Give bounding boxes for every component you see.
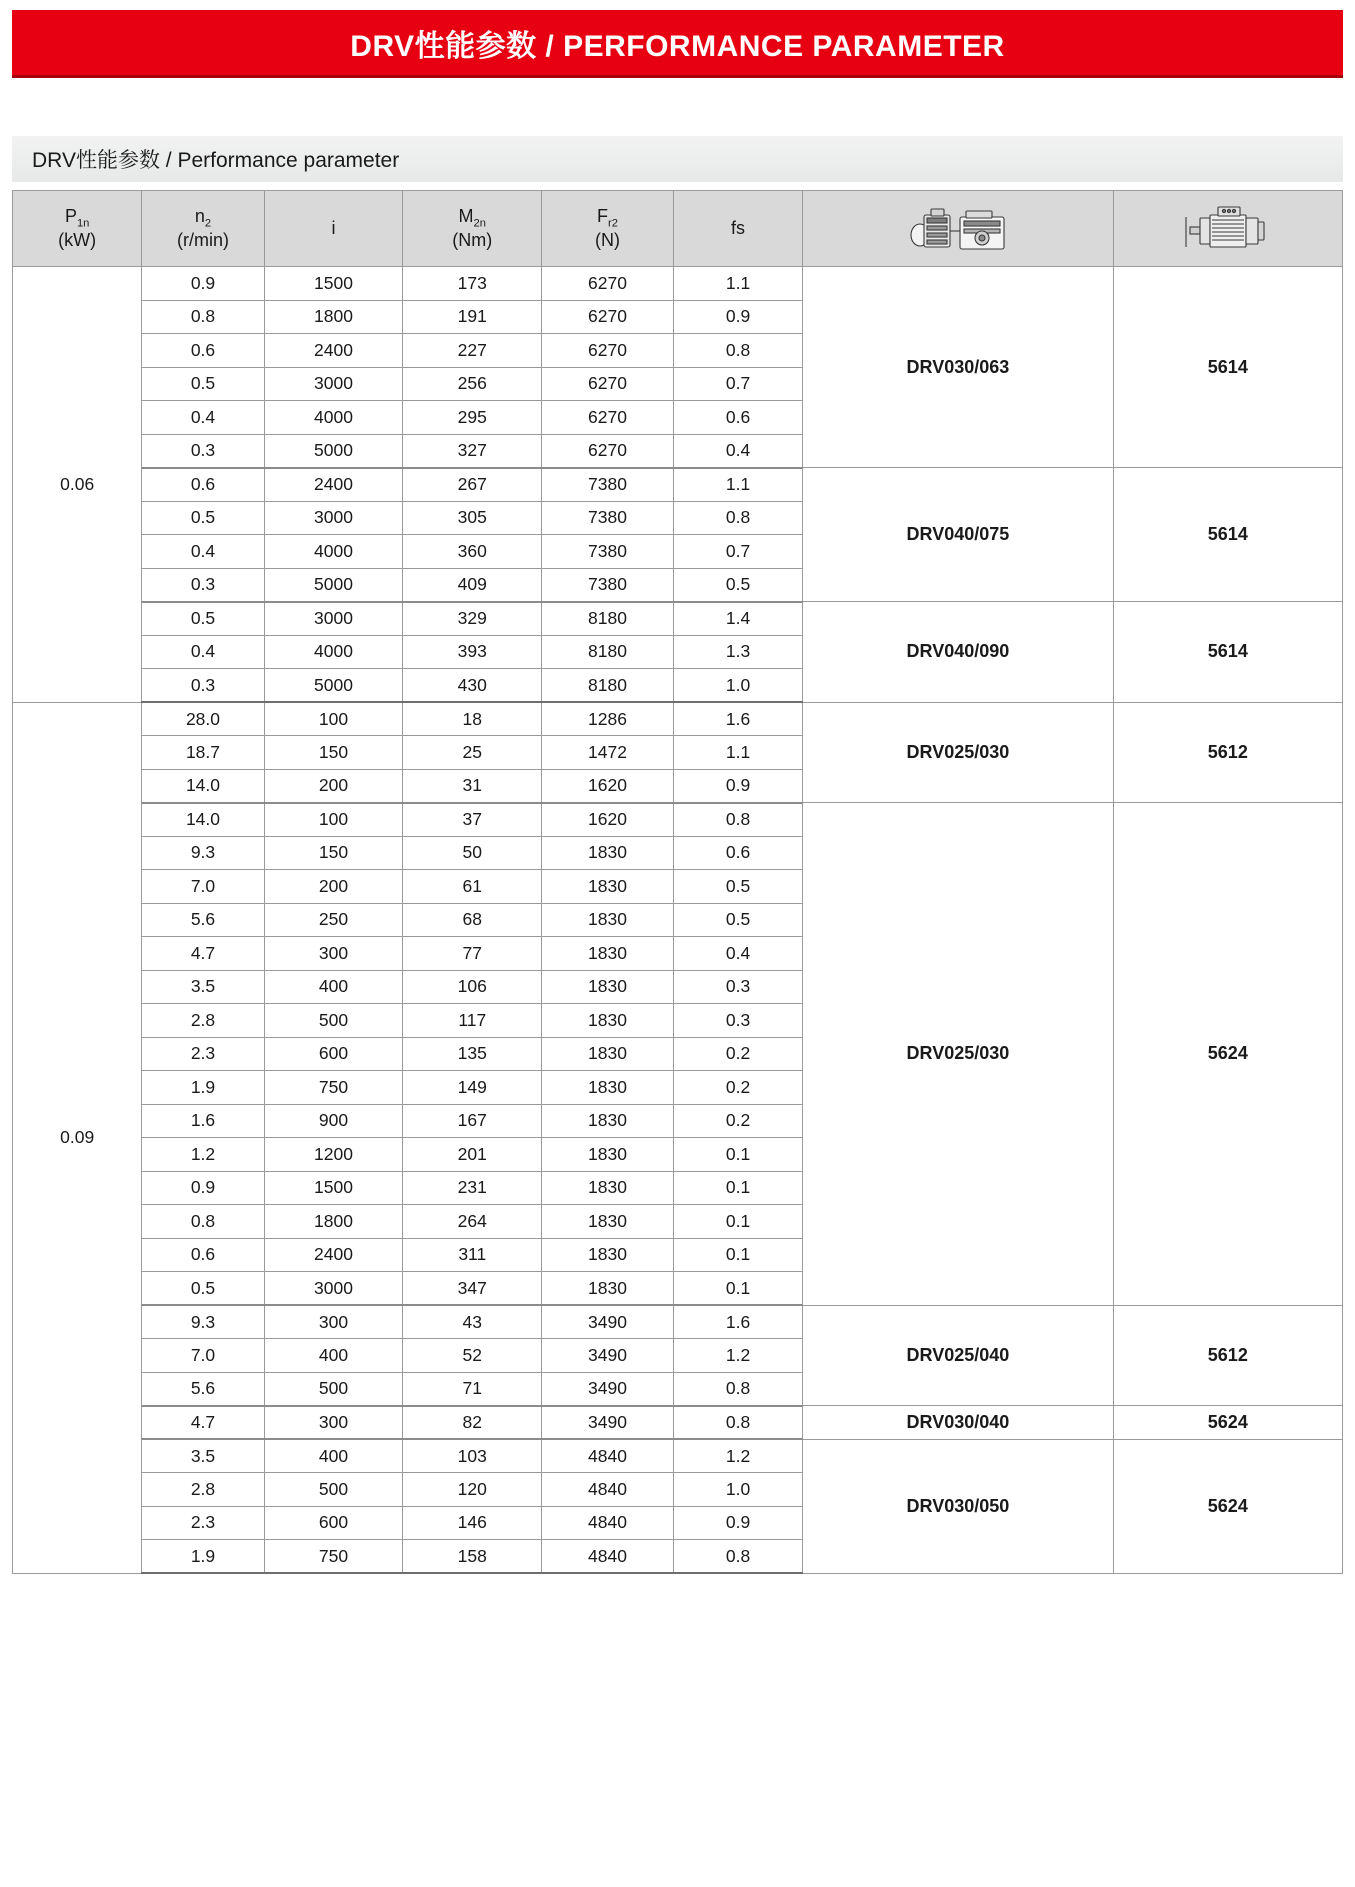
- cell-service-factor: 0.1: [673, 1205, 802, 1239]
- cell-radial-force: 1830: [542, 1004, 674, 1038]
- cell-output-torque: 167: [403, 1104, 542, 1138]
- cell-service-factor: 0.9: [673, 769, 802, 803]
- cell-output-speed: 14.0: [142, 803, 264, 837]
- cell-gearbox-model: DRV030/040: [803, 1406, 1113, 1440]
- cell-ratio: 3000: [264, 602, 403, 636]
- cell-output-torque: 82: [403, 1406, 542, 1440]
- cell-output-speed: 5.6: [142, 1372, 264, 1406]
- cell-gearbox-model: DRV025/030: [803, 702, 1113, 803]
- cell-radial-force: 6270: [542, 267, 674, 301]
- cell-motor-code: 5612: [1113, 702, 1342, 803]
- cell-service-factor: 0.6: [673, 836, 802, 870]
- cell-radial-force: 1286: [542, 702, 674, 736]
- cell-ratio: 750: [264, 1540, 403, 1574]
- cell-output-torque: 227: [403, 334, 542, 368]
- cell-ratio: 4000: [264, 635, 403, 669]
- cell-ratio: 150: [264, 836, 403, 870]
- cell-radial-force: 7380: [542, 468, 674, 502]
- cell-output-torque: 360: [403, 535, 542, 569]
- cell-gearbox-model: DRV030/050: [803, 1439, 1113, 1573]
- table-row: [13, 602, 1343, 636]
- table-row: [13, 1439, 1343, 1473]
- cell-service-factor: 1.0: [673, 669, 802, 703]
- cell-service-factor: 0.5: [673, 903, 802, 937]
- header-symbol-i: i: [331, 218, 336, 239]
- cell-output-speed: 1.6: [142, 1104, 264, 1138]
- cell-ratio: 500: [264, 1473, 403, 1507]
- cell-output-speed: 0.5: [142, 501, 264, 535]
- cell-service-factor: 0.4: [673, 937, 802, 971]
- cell-ratio: 1200: [264, 1138, 403, 1172]
- header-unit-rmin: (r/min): [176, 230, 229, 251]
- cell-output-torque: 50: [403, 836, 542, 870]
- cell-motor-code: 5614: [1113, 468, 1342, 602]
- header-unit-n: (N): [594, 230, 620, 251]
- table-header: [13, 191, 1343, 267]
- cell-output-speed: 4.7: [142, 1406, 264, 1440]
- cell-ratio: 300: [264, 937, 403, 971]
- header-gearbox-model: [803, 191, 1113, 267]
- cell-radial-force: 1830: [542, 836, 674, 870]
- table-row: [13, 702, 1343, 736]
- cell-radial-force: 1472: [542, 736, 674, 770]
- cell-service-factor: 0.8: [673, 1540, 802, 1574]
- cell-output-torque: 393: [403, 635, 542, 669]
- cell-ratio: 400: [264, 1439, 403, 1473]
- cell-output-torque: 146: [403, 1506, 542, 1540]
- cell-service-factor: 0.8: [673, 1372, 802, 1406]
- cell-radial-force: 6270: [542, 334, 674, 368]
- cell-output-torque: 305: [403, 501, 542, 535]
- header-symbol-m2n: $M_{2n}$: [458, 205, 486, 230]
- cell-output-torque: 52: [403, 1339, 542, 1373]
- page-banner: [12, 10, 1343, 78]
- cell-output-speed: 18.7: [142, 736, 264, 770]
- cell-output-speed: 2.8: [142, 1004, 264, 1038]
- cell-output-torque: 295: [403, 401, 542, 435]
- cell-service-factor: 1.4: [673, 602, 802, 636]
- cell-output-torque: 329: [403, 602, 542, 636]
- cell-output-torque: 231: [403, 1171, 542, 1205]
- cell-service-factor: 0.2: [673, 1104, 802, 1138]
- cell-radial-force: 8180: [542, 669, 674, 703]
- gearbox-icon: [803, 205, 1112, 253]
- cell-ratio: 400: [264, 970, 403, 1004]
- cell-output-speed: 7.0: [142, 870, 264, 904]
- cell-radial-force: 1830: [542, 1037, 674, 1071]
- cell-radial-force: 1830: [542, 1171, 674, 1205]
- cell-radial-force: 1830: [542, 870, 674, 904]
- cell-ratio: 1800: [264, 1205, 403, 1239]
- header-output-speed: [142, 191, 264, 267]
- cell-radial-force: 4840: [542, 1473, 674, 1507]
- cell-output-torque: 135: [403, 1037, 542, 1071]
- header-symbol-p1n: $P_{1n}$: [64, 205, 90, 230]
- cell-output-torque: 31: [403, 769, 542, 803]
- cell-radial-force: 1830: [542, 1238, 674, 1272]
- table-row: [13, 267, 1343, 301]
- cell-ratio: 750: [264, 1071, 403, 1105]
- cell-radial-force: 6270: [542, 434, 674, 468]
- cell-output-torque: 77: [403, 937, 542, 971]
- cell-output-torque: 430: [403, 669, 542, 703]
- cell-output-speed: 0.4: [142, 535, 264, 569]
- cell-ratio: 5000: [264, 568, 403, 602]
- cell-output-speed: 7.0: [142, 1339, 264, 1373]
- cell-radial-force: 1830: [542, 1138, 674, 1172]
- cell-output-speed: 5.6: [142, 903, 264, 937]
- cell-service-factor: 1.6: [673, 702, 802, 736]
- cell-service-factor: 0.3: [673, 1004, 802, 1038]
- cell-ratio: 200: [264, 769, 403, 803]
- cell-service-factor: 0.2: [673, 1071, 802, 1105]
- cell-ratio: 600: [264, 1037, 403, 1071]
- cell-output-speed: 0.5: [142, 1272, 264, 1306]
- cell-ratio: 100: [264, 803, 403, 837]
- section-title: DRV性能参数 / Performance parameter: [32, 149, 400, 172]
- cell-output-torque: 120: [403, 1473, 542, 1507]
- cell-output-torque: 117: [403, 1004, 542, 1038]
- cell-output-torque: 68: [403, 903, 542, 937]
- performance-parameter-table: [12, 190, 1343, 1574]
- cell-output-torque: 158: [403, 1540, 542, 1574]
- performance-table-container: [12, 190, 1343, 1574]
- cell-output-speed: 0.6: [142, 334, 264, 368]
- cell-ratio: 300: [264, 1406, 403, 1440]
- cell-output-torque: 43: [403, 1305, 542, 1339]
- cell-radial-force: 3490: [542, 1406, 674, 1440]
- cell-radial-force: 4840: [542, 1540, 674, 1574]
- cell-ratio: 4000: [264, 535, 403, 569]
- cell-radial-force: 1830: [542, 1205, 674, 1239]
- cell-ratio: 500: [264, 1004, 403, 1038]
- header-service-factor: [673, 191, 802, 267]
- cell-service-factor: 0.1: [673, 1238, 802, 1272]
- cell-output-torque: 264: [403, 1205, 542, 1239]
- cell-radial-force: 1830: [542, 937, 674, 971]
- cell-output-torque: 347: [403, 1272, 542, 1306]
- cell-service-factor: 0.1: [673, 1138, 802, 1172]
- cell-ratio: 3000: [264, 1272, 403, 1306]
- cell-ratio: 300: [264, 1305, 403, 1339]
- cell-ratio: 900: [264, 1104, 403, 1138]
- cell-radial-force: 6270: [542, 367, 674, 401]
- cell-radial-force: 7380: [542, 535, 674, 569]
- header-radial-force: [542, 191, 674, 267]
- cell-service-factor: 1.1: [673, 736, 802, 770]
- cell-output-speed: 4.7: [142, 937, 264, 971]
- cell-output-speed: 0.9: [142, 1171, 264, 1205]
- cell-output-speed: 1.2: [142, 1138, 264, 1172]
- cell-output-speed: 0.3: [142, 669, 264, 703]
- cell-radial-force: 6270: [542, 300, 674, 334]
- cell-ratio: 2400: [264, 468, 403, 502]
- cell-motor-code: 5624: [1113, 1439, 1342, 1573]
- cell-output-speed: 1.9: [142, 1071, 264, 1105]
- cell-ratio: 250: [264, 903, 403, 937]
- cell-service-factor: 1.2: [673, 1439, 802, 1473]
- cell-service-factor: 0.1: [673, 1171, 802, 1205]
- cell-output-torque: 18: [403, 702, 542, 736]
- cell-output-speed: 14.0: [142, 769, 264, 803]
- cell-gearbox-model: DRV040/090: [803, 602, 1113, 703]
- cell-output-torque: 149: [403, 1071, 542, 1105]
- page-title: DRV性能参数 / PERFORMANCE PARAMETER: [350, 29, 1005, 63]
- cell-radial-force: 1830: [542, 1104, 674, 1138]
- cell-output-speed: 0.5: [142, 602, 264, 636]
- cell-ratio: 200: [264, 870, 403, 904]
- cell-output-torque: 71: [403, 1372, 542, 1406]
- cell-output-speed: 0.3: [142, 568, 264, 602]
- cell-output-torque: 267: [403, 468, 542, 502]
- cell-output-speed: 2.3: [142, 1506, 264, 1540]
- cell-motor-code: 5614: [1113, 267, 1342, 468]
- table-row: [13, 468, 1343, 502]
- cell-output-speed: 1.9: [142, 1540, 264, 1574]
- cell-service-factor: 0.5: [673, 568, 802, 602]
- cell-motor-code: 5614: [1113, 602, 1342, 703]
- cell-motor-code: 5624: [1113, 803, 1342, 1306]
- header-symbol-n2: $n_2$: [194, 205, 212, 230]
- cell-service-factor: 0.8: [673, 334, 802, 368]
- cell-gearbox-model: DRV025/030: [803, 803, 1113, 1306]
- cell-output-torque: 173: [403, 267, 542, 301]
- cell-ratio: 5000: [264, 434, 403, 468]
- cell-input-power: 0.09: [13, 702, 142, 1573]
- cell-output-speed: 0.4: [142, 401, 264, 435]
- cell-service-factor: 1.6: [673, 1305, 802, 1339]
- cell-ratio: 100: [264, 702, 403, 736]
- cell-radial-force: 6270: [542, 401, 674, 435]
- cell-service-factor: 1.1: [673, 267, 802, 301]
- cell-ratio: 5000: [264, 669, 403, 703]
- cell-ratio: 1500: [264, 1171, 403, 1205]
- cell-output-speed: 9.3: [142, 836, 264, 870]
- cell-service-factor: 0.8: [673, 501, 802, 535]
- header-symbol-fr2: $F_{r2}$: [597, 205, 618, 230]
- cell-service-factor: 0.1: [673, 1272, 802, 1306]
- cell-radial-force: 8180: [542, 602, 674, 636]
- cell-service-factor: 0.7: [673, 367, 802, 401]
- cell-radial-force: 1620: [542, 769, 674, 803]
- cell-radial-force: 1830: [542, 1272, 674, 1306]
- header-input-power: [13, 191, 142, 267]
- cell-radial-force: 3490: [542, 1305, 674, 1339]
- cell-service-factor: 1.0: [673, 1473, 802, 1507]
- cell-output-speed: 0.3: [142, 434, 264, 468]
- cell-service-factor: 1.3: [673, 635, 802, 669]
- cell-ratio: 4000: [264, 401, 403, 435]
- cell-output-torque: 409: [403, 568, 542, 602]
- cell-output-speed: 28.0: [142, 702, 264, 736]
- cell-output-speed: 0.6: [142, 1238, 264, 1272]
- cell-gearbox-model: DRV040/075: [803, 468, 1113, 602]
- cell-radial-force: 3490: [542, 1372, 674, 1406]
- cell-service-factor: 0.9: [673, 1506, 802, 1540]
- header-unit-nm: (Nm): [452, 230, 493, 251]
- cell-service-factor: 1.2: [673, 1339, 802, 1373]
- cell-output-speed: 0.8: [142, 1205, 264, 1239]
- cell-ratio: 3000: [264, 367, 403, 401]
- cell-gearbox-model: DRV030/063: [803, 267, 1113, 468]
- cell-output-torque: 25: [403, 736, 542, 770]
- cell-output-torque: 327: [403, 434, 542, 468]
- cell-service-factor: 0.5: [673, 870, 802, 904]
- table-body: [13, 267, 1343, 1574]
- cell-output-speed: 3.5: [142, 970, 264, 1004]
- cell-ratio: 600: [264, 1506, 403, 1540]
- cell-radial-force: 7380: [542, 501, 674, 535]
- cell-ratio: 400: [264, 1339, 403, 1373]
- cell-output-speed: 0.8: [142, 300, 264, 334]
- cell-radial-force: 4840: [542, 1506, 674, 1540]
- cell-output-speed: 0.9: [142, 267, 264, 301]
- cell-ratio: 500: [264, 1372, 403, 1406]
- cell-output-speed: 0.5: [142, 367, 264, 401]
- cell-service-factor: 0.9: [673, 300, 802, 334]
- cell-output-torque: 106: [403, 970, 542, 1004]
- cell-radial-force: 7380: [542, 568, 674, 602]
- cell-radial-force: 1620: [542, 803, 674, 837]
- header-symbol-fs: fs: [731, 218, 746, 239]
- header-motor-code: [1113, 191, 1342, 267]
- cell-output-speed: 2.3: [142, 1037, 264, 1071]
- cell-radial-force: 1830: [542, 903, 674, 937]
- section-header: [12, 136, 1343, 182]
- cell-motor-code: 5624: [1113, 1406, 1342, 1440]
- cell-service-factor: 0.7: [673, 535, 802, 569]
- cell-output-speed: 0.4: [142, 635, 264, 669]
- header-row: [13, 191, 1343, 267]
- cell-service-factor: 0.3: [673, 970, 802, 1004]
- cell-service-factor: 0.8: [673, 803, 802, 837]
- header-ratio: [264, 191, 403, 267]
- table-row: [13, 1406, 1343, 1440]
- cell-motor-code: 5612: [1113, 1305, 1342, 1406]
- cell-radial-force: 3490: [542, 1339, 674, 1373]
- cell-radial-force: 1830: [542, 970, 674, 1004]
- cell-ratio: 150: [264, 736, 403, 770]
- cell-output-torque: 311: [403, 1238, 542, 1272]
- cell-output-torque: 61: [403, 870, 542, 904]
- cell-output-speed: 0.6: [142, 468, 264, 502]
- cell-output-speed: 9.3: [142, 1305, 264, 1339]
- table-row: [13, 1305, 1343, 1339]
- header-output-torque: [403, 191, 542, 267]
- cell-output-torque: 201: [403, 1138, 542, 1172]
- cell-radial-force: 8180: [542, 635, 674, 669]
- cell-output-torque: 103: [403, 1439, 542, 1473]
- cell-ratio: 2400: [264, 334, 403, 368]
- cell-output-torque: 256: [403, 367, 542, 401]
- cell-output-torque: 37: [403, 803, 542, 837]
- cell-radial-force: 1830: [542, 1071, 674, 1105]
- motor-icon: [1114, 205, 1342, 253]
- cell-service-factor: 0.8: [673, 1406, 802, 1440]
- cell-radial-force: 4840: [542, 1439, 674, 1473]
- cell-service-factor: 0.2: [673, 1037, 802, 1071]
- cell-ratio: 1800: [264, 300, 403, 334]
- cell-output-speed: 3.5: [142, 1439, 264, 1473]
- cell-gearbox-model: DRV025/040: [803, 1305, 1113, 1406]
- cell-ratio: 2400: [264, 1238, 403, 1272]
- cell-output-torque: 191: [403, 300, 542, 334]
- cell-ratio: 1500: [264, 267, 403, 301]
- cell-service-factor: 0.6: [673, 401, 802, 435]
- cell-ratio: 3000: [264, 501, 403, 535]
- cell-output-speed: 2.8: [142, 1473, 264, 1507]
- header-unit-kw: (kW): [58, 230, 97, 251]
- cell-service-factor: 0.4: [673, 434, 802, 468]
- table-row: [13, 803, 1343, 837]
- cell-input-power: 0.06: [13, 267, 142, 703]
- cell-service-factor: 1.1: [673, 468, 802, 502]
